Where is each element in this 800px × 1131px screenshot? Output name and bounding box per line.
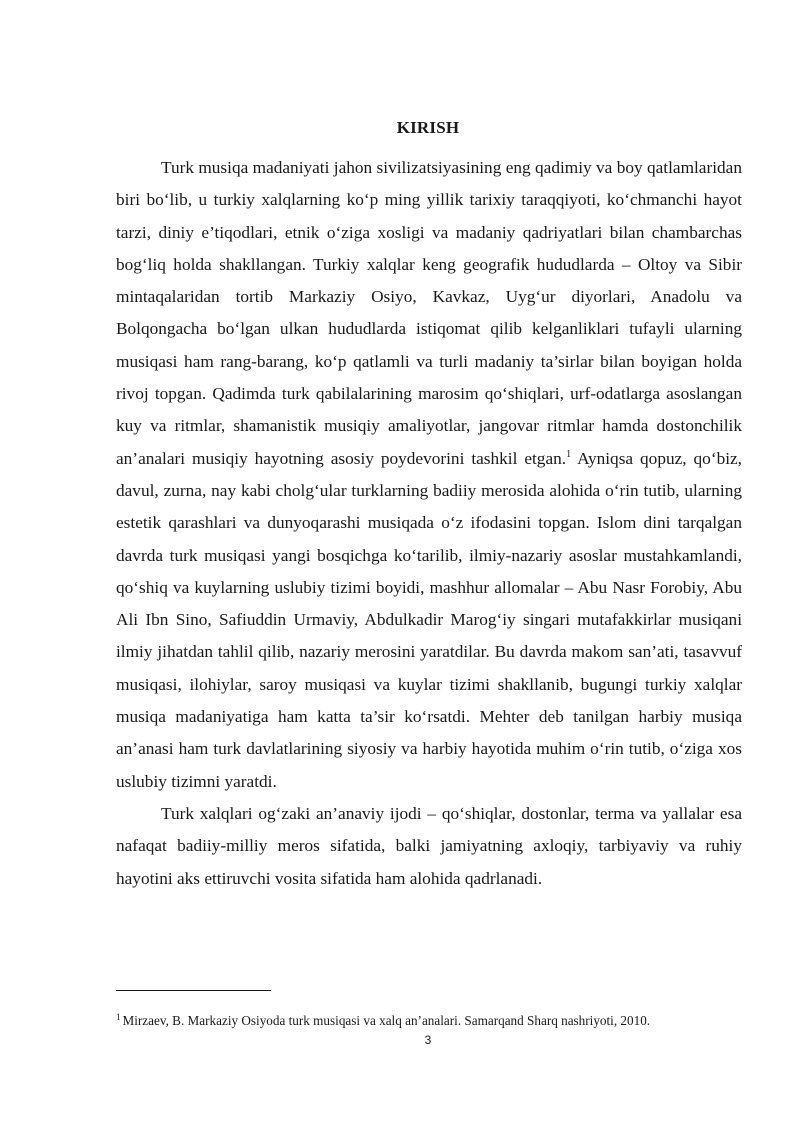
body-text xyxy=(116,152,742,895)
paragraph-1 xyxy=(116,152,742,798)
page-title: KIRISH xyxy=(396,118,460,137)
footnote-text: Mirzaev, B. Markaziy Osiyoda turk musiqasi va xalq an’analari. Samarqand Sharq nashriyoti, 2010. xyxy=(122,1013,651,1028)
paragraph-1-text: Turk musiqa madaniyati jahon sivilizatsiyasining eng qadimiy va boy qatlamlaridan biri bo‘lib, u turkiy xalqlarning ko‘p ming yillik tarixiy taraqqiyoti, ko‘chmanchi hayot tarzi, diniy e’tiqodlari, etnik o‘ziga xosligi va madaniy qadriyatlari bilan chambarchas bog‘liq holda shakllangan. Turkiy xalqlar keng geografik hududlarda – Oltoy va Sibir mintaqalaridan tortib Markaziy Osiyo, Kavkaz, Uyg‘ur diyorlari, Anadolu va Bolqongacha bo‘lgan ulkan hududlarda istiqomat qilib kelganliklari tufayli ularning musiqasi ham rang-barang, ko‘p qatlamli va turli madaniy ta’sirlar bilan boyigan holda rivoj topgan. Qadimda turk qabilalarining marosim qo‘shiqlari, urf-odatlarga asoslangan kuy va ritmlar, shamanistik musiqiy amaliyotlar, jangovar ritmlar hamda dostonchilik an’analari musiqiy hayotning asosiy poydevorini tashkil etgan. xyxy=(116,158,742,468)
footnote-reference: 1 xyxy=(566,448,572,460)
footnote xyxy=(116,1013,756,1029)
footnote-mark: 1 xyxy=(116,1011,121,1022)
footnote-separator xyxy=(116,990,271,991)
page-number: 3 xyxy=(424,1033,432,1047)
paragraph-2: Turk xalqlari og‘zaki an’anaviy ijodi – qo‘shiqlar, dostonlar, terma va yallalar esa nafaqat badiiy-milliy meros sifatida, balki jamiyatning axloqiy, tarbiyaviy va ruhiy hayotini aks ettiruvchi vosita sifatida ham alohida qadrlanadi. xyxy=(116,803,742,888)
paragraph-1-continuation: Ayniqsa qopuz, qo‘biz, davul, zurna, nay kabi cholg‘ular turklarning badiiy merosida alohida o‘rin tutib, ularning estetik qarashlari va dunyoqarashi musiqada o‘z ifodasini topgan. Islom dini tarqalgan davrda turk musiqasi yangi bosqichga ko‘tarilib, ilmiy-nazariy asoslar mustahkamlandi, qo‘shiq va kuylarning uslubiy tizimi boyidi, mashhur allomalar – Abu Nasr Forobiy, Abu Ali Ibn Sino, Safiuddin Urmaviy, Abdulkadir Marog‘iy singari mutafakkirlar musiqani ilmiy jihatdan tahlil qilib, nazariy merosini yaratdilar. Bu davrda makom san’ati, tasavvuf musiqasi, ilohiylar, saroy musiqasi va kuylar tizimi shakllanib, bugungi turkiy xalqlar musiqa madaniyatiga ham katta ta’sir ko‘rsatdi. Mehter deb tanilgan harbiy musiqa an’anasi ham turk davlatlarining siyosiy va harbiy hayotida muhim o‘rin tutib, o‘ziga xos uslubiy tizimni yaratdi. xyxy=(116,448,743,791)
